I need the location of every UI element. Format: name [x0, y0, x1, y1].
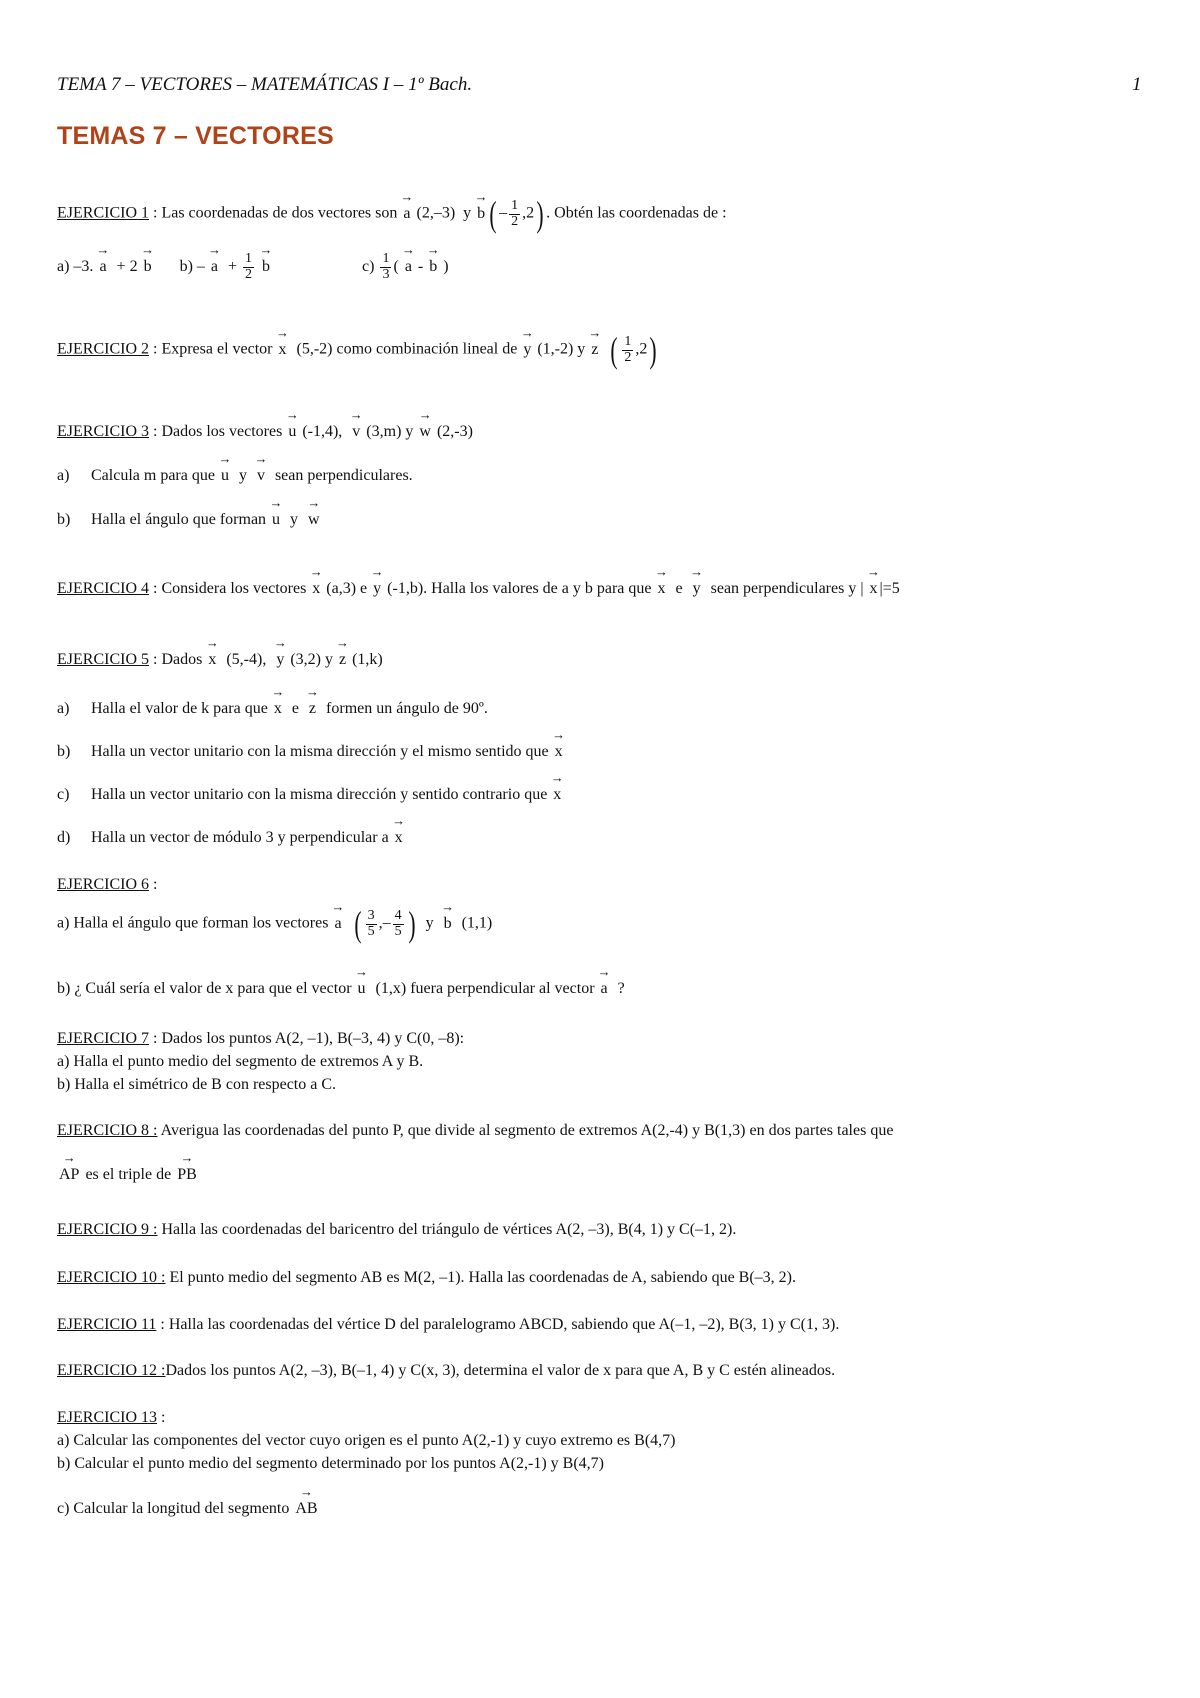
exercise-1-parts: a) –3. → a + 2 → b b) – → a + $\frac{1}{2}$ → b c) $\frac{1}{3}$ ( → a - → b ) — [57, 252, 449, 282]
exercise-text: Halla un vector unitario con la misma dirección y el mismo sentido que — [91, 743, 553, 760]
exercise-6-part-b: b) ¿ Cuál sería el valor de x para que el vector → u (1,x) fuera perpendicular al vector → a ? — [57, 980, 625, 998]
exercise-text: Halla las coordenadas del baricentro del triángulo de vértices A(2, –3), B(4, 1) y C(–1, 2). — [157, 1221, 737, 1238]
vector-y: → y — [371, 580, 383, 598]
exercise-label: EJERCICIO 13 — [57, 1409, 157, 1426]
exercise-text: Halla un vector de módulo 3 y perpendicular a — [91, 829, 393, 846]
exercise-text: sean perpendiculares. — [274, 467, 413, 484]
exercise-10-statement — [57, 1269, 796, 1287]
exercise-5-part-b — [57, 743, 565, 761]
vector-a: → a — [403, 258, 414, 276]
fraction: $\frac{4}{5}$ — [394, 907, 402, 939]
exercise-label: EJERCICIO 11 — [57, 1316, 157, 1333]
exercise-label: EJERCICIO 9 : — [57, 1221, 158, 1238]
running-header: TEMA 7 – VECTORES – MATEMÁTICAS I – 1º Bach. — [57, 74, 473, 95]
exercise-5-part-d — [57, 829, 405, 847]
vector-u: → u — [286, 423, 298, 441]
open-paren: ( — [489, 194, 497, 234]
exercise-text: b) ¿ Cuál sería el valor de x para que el vector — [57, 980, 356, 997]
vector-coords: ,2 — [522, 204, 535, 222]
exercise-text: |=5 — [879, 580, 900, 597]
vector-coords: (1,1) — [461, 914, 493, 932]
exercise-13-part-b: b) Calcular el punto medio del segmento determinado por los puntos A(2,-1) y B(4,7) — [57, 1455, 604, 1472]
exercise-label: EJERCICIO 6 — [57, 876, 149, 893]
vector-b: → b — [142, 258, 154, 276]
exercise-label: EJERCICIO 12 : — [57, 1362, 166, 1379]
part-label: a) — [57, 700, 70, 717]
part-label: d) — [57, 829, 71, 846]
vector-coords: (a,3) e — [326, 580, 372, 597]
exercise-13-part-c — [57, 1500, 320, 1518]
vector-y: → y — [521, 341, 533, 359]
exercise-label: EJERCICIO 2 — [57, 340, 149, 358]
exercise-label: EJERCICIO 8 : — [57, 1122, 158, 1139]
exercise-1-statement: EJERCICIO 1 : Las coordenadas de dos vectores son → a (2,–3) y → b ( – $\frac{1}{2}$ ,2) . Obtén las coordenadas de : — [57, 196, 727, 232]
vector-x: → x — [272, 700, 284, 718]
part-label: c) — [57, 786, 70, 803]
conjunction: y — [463, 204, 472, 222]
vector-coords: (2,–3) — [416, 204, 456, 222]
fraction: $\frac{1}{2}$ — [511, 197, 519, 229]
exercise-8-statement — [57, 1122, 893, 1140]
exercise-3-part-a: a) Calcula m para que → u y → v sean perpendiculares. — [57, 467, 413, 485]
exercise-text: : Halla las coordenadas del vértice D del paralelogramo ABCD, sabiendo que A(–1, –2), B(3, 1) y C(1, 3). — [156, 1316, 840, 1333]
vector-b: → b — [475, 205, 487, 223]
vector-a: → a — [209, 258, 220, 276]
fraction: $\frac{1}{2}$ — [245, 251, 253, 282]
part-a: a) –3. — [57, 257, 94, 275]
exercise-7-statement — [57, 1030, 464, 1048]
exercise-4-statement: EJERCICIO 4 : Considera los vectores → x (a,3) e → y (-1,b). Halla los valores de a y b para que → x e → y sean perpendiculares y | → x |=5 — [57, 580, 900, 598]
exercise-label: EJERCICIO 1 — [57, 204, 149, 222]
exercise-text: Calcula m para que — [91, 467, 219, 484]
vector-a: → a — [332, 915, 343, 933]
part-label: a) — [57, 467, 70, 484]
vector-coords: (-1,4), — [302, 423, 343, 440]
exercise-5-part-a: a) Halla el valor de k para que → x e → z formen un ángulo de 90º. — [57, 700, 488, 718]
vector-z: → z — [589, 341, 600, 359]
fraction: $\frac{3}{5}$ — [367, 907, 375, 939]
vector-coords: (5,-4), — [226, 651, 267, 668]
vector-coords: (3,m) y — [366, 423, 418, 440]
vector-x: → x — [310, 580, 322, 598]
exercise-text: Halla el valor de k para que — [91, 700, 272, 717]
exercise-6-part-a: a) Halla el ángulo que forman los vectores → a ( $\frac{3}{5}$ ,– $\frac{4}{5}$ ) y → b (1,1) — [57, 906, 492, 942]
exercise-13-part-a: a) Calcular las componentes del vector cuyo origen es el punto A(2,-1) y cuyo extremo es B(4,7) — [57, 1432, 676, 1449]
exercise-label: EJERCICIO 5 — [57, 651, 149, 668]
vector-b: → b — [260, 258, 272, 276]
exercise-11-statement — [57, 1316, 839, 1334]
exercise-text: es el triple de — [81, 1166, 176, 1183]
exercise-text: : Dados — [149, 651, 207, 668]
exercise-5-statement — [57, 651, 383, 669]
exercise-5-part-c — [57, 786, 563, 804]
exercise-text: Halla un vector unitario con la misma dirección y sentido contrario que — [91, 786, 552, 803]
exercise-3-part-b: b) Halla el ángulo que forman → u y → w — [57, 511, 322, 529]
vector-v: → v — [350, 423, 362, 441]
exercise-text: formen un ángulo de 90º. — [326, 700, 488, 717]
document-title: TEMAS 7 – VECTORES — [57, 122, 334, 150]
vector-x: → x — [551, 786, 563, 804]
part-label: b) — [57, 743, 71, 760]
close-paren: ) — [536, 194, 544, 234]
exercise-text: c) Calcular la longitud del segmento — [57, 1500, 294, 1517]
vector-u: → u — [356, 980, 368, 998]
part-b: b) – — [179, 257, 205, 275]
part-label: b) — [57, 511, 71, 528]
vector-a: → a — [97, 258, 108, 276]
exercise-2-statement — [57, 332, 659, 368]
fraction: $\frac{1}{2}$ — [624, 333, 632, 365]
exercise-label: EJERCICIO 4 — [57, 580, 149, 597]
page-number: 1 — [1132, 74, 1142, 95]
exercise-text: (1,x) fuera perpendicular al vector — [375, 980, 599, 997]
vector-ap: → AP — [57, 1166, 81, 1184]
vector-coords: ,2 — [635, 340, 648, 358]
fraction: $\frac{1}{3}$ — [382, 251, 390, 282]
vector-coords: (2,-3) — [436, 423, 473, 440]
vector-b: → b — [442, 915, 454, 933]
vector-x: → x — [277, 341, 289, 359]
vector-pb: → PB — [175, 1166, 199, 1184]
vector-w: → w — [417, 423, 433, 441]
exercise-text: a) Halla el ángulo que forman los vectores — [57, 914, 333, 932]
vector-v: → v — [255, 467, 267, 485]
vector-coords: (-1,b). Halla los valores de a y b para que — [387, 580, 656, 597]
exercise-label: EJERCICIO 3 — [57, 423, 149, 440]
exercise-7-part-b: b) Halla el simétrico de B con respecto a C. — [57, 1076, 337, 1093]
exercise-6-heading: EJERCICIO 6 : — [57, 876, 158, 893]
exercise-text: Dados los puntos A(2, –3), B(–1, 4) y C(x, 3), determina el valor de x para que A, B y C estén alineados. — [165, 1362, 836, 1379]
vector-y: → y — [274, 651, 286, 669]
vector-x: → x — [553, 743, 565, 761]
vector-w: → w — [306, 511, 322, 529]
vector-x: → x — [868, 580, 880, 598]
exercise-text: : Las coordenadas de dos vectores son — [149, 204, 402, 222]
exercise-label: EJERCICIO 7 — [57, 1030, 149, 1047]
exercise-text: : Expresa el vector — [149, 340, 277, 358]
exercise-9-statement — [57, 1221, 736, 1239]
exercise-text: : Dados los puntos A(2, –1), B(–3, 4) y C(0, –8): — [149, 1030, 465, 1047]
exercise-text: sean perpendiculares y | — [710, 580, 864, 597]
vector-y: → y — [691, 580, 703, 598]
vector-x: → x — [393, 829, 405, 847]
vector-coords: (1,k) — [352, 651, 383, 668]
vector-a: → a — [599, 980, 610, 998]
vector-z: → z — [337, 651, 348, 669]
vector-coords: (1,-2) y — [537, 340, 590, 358]
vector-a: → a — [401, 205, 412, 223]
vector-b: → b — [427, 258, 439, 276]
vector-u: → u — [270, 511, 282, 529]
exercise-text: : Dados los vectores — [149, 423, 287, 440]
exercise-12-statement — [57, 1362, 835, 1380]
part-c: c) — [362, 257, 375, 275]
close-paren: ) — [649, 330, 658, 370]
vector-ab: → AB — [293, 1500, 319, 1518]
close-paren: ) — [407, 904, 416, 944]
open-paren: ( — [610, 330, 619, 370]
exercise-7-part-a: a) Halla el punto medio del segmento de extremos A y B. — [57, 1053, 424, 1070]
exercise-text: El punto medio del segmento AB es M(2, –1). Halla las coordenadas de A, sabiendo que B(–3, 2). — [165, 1269, 796, 1286]
vector-z: → z — [307, 700, 318, 718]
exercise-text: Averigua las coordenadas del punto P, que divide al segmento de extremos A(2,-4) y B(1,3) en dos partes tales que — [157, 1122, 894, 1139]
vector-coords: (5,-2) como combinación lineal de — [296, 340, 522, 358]
open-paren: ( — [353, 904, 362, 944]
vector-coords: (3,2) y — [290, 651, 337, 668]
exercise-13-heading: EJERCICIO 13 : — [57, 1409, 166, 1426]
exercise-label: EJERCICIO 10 : — [57, 1269, 166, 1286]
exercise-text: Halla el ángulo que forman — [91, 511, 271, 528]
vector-x: → x — [206, 651, 218, 669]
exercise-3-statement — [57, 423, 473, 441]
exercise-text: . Obtén las coordenadas de : — [546, 204, 727, 222]
exercise-8-continuation — [57, 1166, 199, 1184]
vector-u: → u — [219, 467, 231, 485]
vector-x: → x — [656, 580, 668, 598]
exercise-text: : Considera los vectores — [149, 580, 311, 597]
